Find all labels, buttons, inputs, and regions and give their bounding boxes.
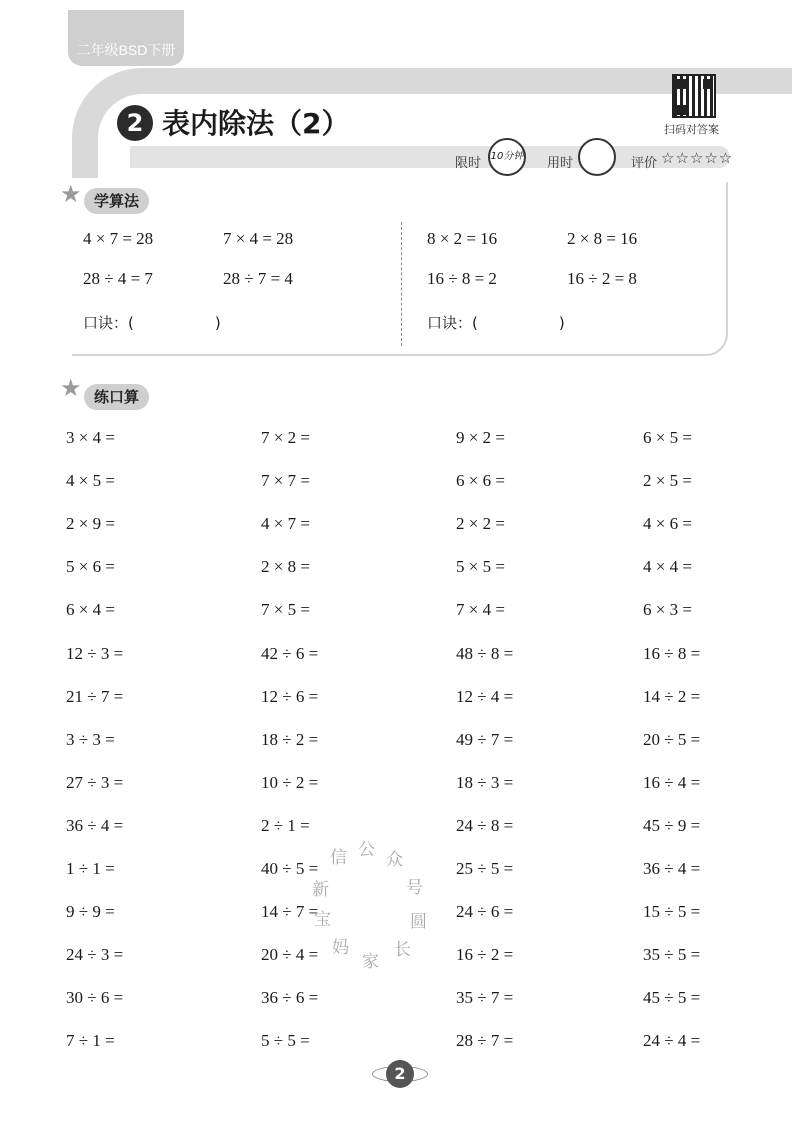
practice-problem[interactable]: 20 ÷ 4 = (261, 945, 319, 964)
watermark-char: 长 (394, 940, 411, 960)
practice-problem[interactable]: 2 × 8 = (261, 557, 310, 576)
rating-label: 评价 (631, 156, 658, 171)
practice-problem[interactable]: 2 × 5 = (643, 471, 692, 490)
practice-problem[interactable]: 2 × 9 = (66, 514, 115, 533)
watermark-seal (300, 835, 440, 975)
learn-equation: 2 × 8 = 16 (567, 229, 638, 248)
practice-problem[interactable]: 35 ÷ 7 = (456, 988, 514, 1007)
mascot-star-icon: ★ (60, 374, 82, 402)
time-used-label: 用时 (547, 156, 574, 171)
practice-problem[interactable]: 36 ÷ 6 = (261, 988, 319, 1007)
practice-problem[interactable]: 15 ÷ 5 = (643, 902, 701, 921)
practice-problem[interactable]: 1 ÷ 1 = (66, 859, 115, 878)
practice-problem[interactable]: 4 × 6 = (643, 514, 692, 533)
practice-problem[interactable]: 36 ÷ 4 = (66, 816, 124, 835)
practice-problem[interactable]: 24 ÷ 3 = (66, 945, 124, 964)
learn-equation: 8 × 2 = 16 (427, 229, 498, 248)
watermark-char: 家 (362, 952, 379, 972)
practice-problem[interactable]: 16 ÷ 4 = (643, 773, 701, 792)
practice-problem[interactable]: 6 × 4 = (66, 600, 115, 619)
practice-problem[interactable]: 35 ÷ 5 = (643, 945, 701, 964)
watermark-char: 圆 (410, 912, 427, 932)
grade-tag-label: 二年级BSD下册 (76, 42, 176, 58)
practice-problem[interactable]: 9 ÷ 9 = (66, 902, 115, 921)
practice-problem[interactable]: 12 ÷ 4 = (456, 687, 514, 706)
practice-problem[interactable]: 10 ÷ 2 = (261, 773, 319, 792)
learn-equation: 28 ÷ 7 = 4 (223, 269, 293, 288)
practice-problem[interactable]: 48 ÷ 8 = (456, 644, 514, 663)
grade-tab (68, 10, 184, 66)
practice-problem[interactable]: 5 × 5 = (456, 557, 505, 576)
practice-problem[interactable]: 6 × 3 = (643, 600, 692, 619)
practice-problem[interactable]: 21 ÷ 7 = (66, 687, 124, 706)
practice-problem[interactable]: 16 ÷ 8 = (643, 644, 701, 663)
mascot-star-icon: ★ (60, 180, 82, 208)
practice-problem[interactable]: 7 × 2 = (261, 428, 310, 447)
practice-problem[interactable]: 12 ÷ 6 = (261, 687, 319, 706)
practice-problem[interactable]: 7 × 5 = (261, 600, 310, 619)
practice-problem[interactable]: 18 ÷ 2 = (261, 730, 319, 749)
practice-problem[interactable]: 7 ÷ 1 = (66, 1031, 115, 1050)
practice-problem[interactable]: 4 × 5 = (66, 471, 115, 490)
rating-stars[interactable]: ☆☆☆☆☆ (661, 149, 734, 167)
practice-problem[interactable]: 14 ÷ 2 = (643, 687, 701, 706)
practice-problem[interactable]: 6 × 5 = (643, 428, 692, 447)
qr-label: 扫码对答案 (664, 123, 719, 136)
practice-problem[interactable]: 40 ÷ 5 = (261, 859, 319, 878)
practice-problem[interactable]: 4 × 7 = (261, 514, 310, 533)
unit-number-badge: 2 (117, 105, 153, 141)
learn-equation: 16 ÷ 8 = 2 (427, 269, 497, 288)
practice-problem[interactable]: 24 ÷ 6 = (456, 902, 514, 921)
practice-problem[interactable]: 2 ÷ 1 = (261, 816, 310, 835)
learn-equation: 16 ÷ 2 = 8 (567, 269, 637, 288)
practice-problem[interactable]: 42 ÷ 6 = (261, 644, 319, 663)
watermark-char: 妈 (332, 938, 349, 958)
practice-problem[interactable]: 36 ÷ 4 = (643, 859, 701, 878)
practice-problem[interactable]: 5 ÷ 5 = (261, 1031, 310, 1050)
practice-problem[interactable]: 45 ÷ 5 = (643, 988, 701, 1007)
practice-problem[interactable]: 14 ÷ 7 = (261, 902, 319, 921)
practice-problem[interactable]: 49 ÷ 7 = (456, 730, 514, 749)
practice-problem[interactable]: 18 ÷ 3 = (456, 773, 514, 792)
practice-problem[interactable]: 6 × 6 = (456, 471, 505, 490)
practice-problem[interactable]: 16 ÷ 2 = (456, 945, 514, 964)
learn-equation: 4 × 7 = 28 (83, 229, 154, 248)
practice-problem[interactable]: 2 × 2 = (456, 514, 505, 533)
watermark-char: 新 (312, 880, 329, 900)
time-limit-stopwatch (488, 138, 526, 176)
practice-problem[interactable]: 25 ÷ 5 = (456, 859, 514, 878)
qr-code-icon[interactable] (672, 74, 716, 118)
practice-problem[interactable]: 20 ÷ 5 = (643, 730, 701, 749)
practice-problem[interactable]: 7 × 4 = (456, 600, 505, 619)
practice-problem[interactable]: 24 ÷ 8 = (456, 816, 514, 835)
mnemonic-blank[interactable]: 口诀：( ) (427, 314, 565, 332)
time-limit-label: 限时 (455, 156, 482, 171)
watermark-char: 宝 (314, 910, 331, 930)
practice-problem[interactable]: 9 × 2 = (456, 428, 505, 447)
learn-divider (401, 222, 402, 346)
learn-equation: 7 × 4 = 28 (223, 229, 294, 248)
practice-problem[interactable]: 27 ÷ 3 = (66, 773, 124, 792)
practice-problem[interactable]: 5 × 6 = (66, 557, 115, 576)
page-title: 表内除法（2） (162, 107, 350, 140)
time-limit-value: 10分钟 (490, 151, 524, 162)
practice-problem[interactable]: 4 × 4 = (643, 557, 692, 576)
practice-problem[interactable]: 28 ÷ 7 = (456, 1031, 514, 1050)
learn-section-badge: 学算法 (84, 188, 149, 214)
practice-problem[interactable]: 12 ÷ 3 = (66, 644, 124, 663)
time-used-stopwatch[interactable] (578, 138, 616, 176)
watermark-char: 信 (330, 848, 347, 868)
practice-problem[interactable]: 7 × 7 = (261, 471, 310, 490)
watermark-char: 号 (406, 878, 423, 898)
watermark-char: 众 (386, 850, 403, 870)
practice-section-badge: 练口算 (84, 384, 149, 410)
practice-problem[interactable]: 3 ÷ 3 = (66, 730, 115, 749)
watermark-char: 公 (358, 840, 375, 860)
page-number: 2 (386, 1060, 414, 1088)
practice-problem[interactable]: 3 × 4 = (66, 428, 115, 447)
learn-equation: 28 ÷ 4 = 7 (83, 269, 153, 288)
practice-problem[interactable]: 45 ÷ 9 = (643, 816, 701, 835)
practice-problem[interactable]: 24 ÷ 4 = (643, 1031, 701, 1050)
practice-problem[interactable]: 30 ÷ 6 = (66, 988, 124, 1007)
mnemonic-blank[interactable]: 口诀：( ) (83, 314, 221, 332)
